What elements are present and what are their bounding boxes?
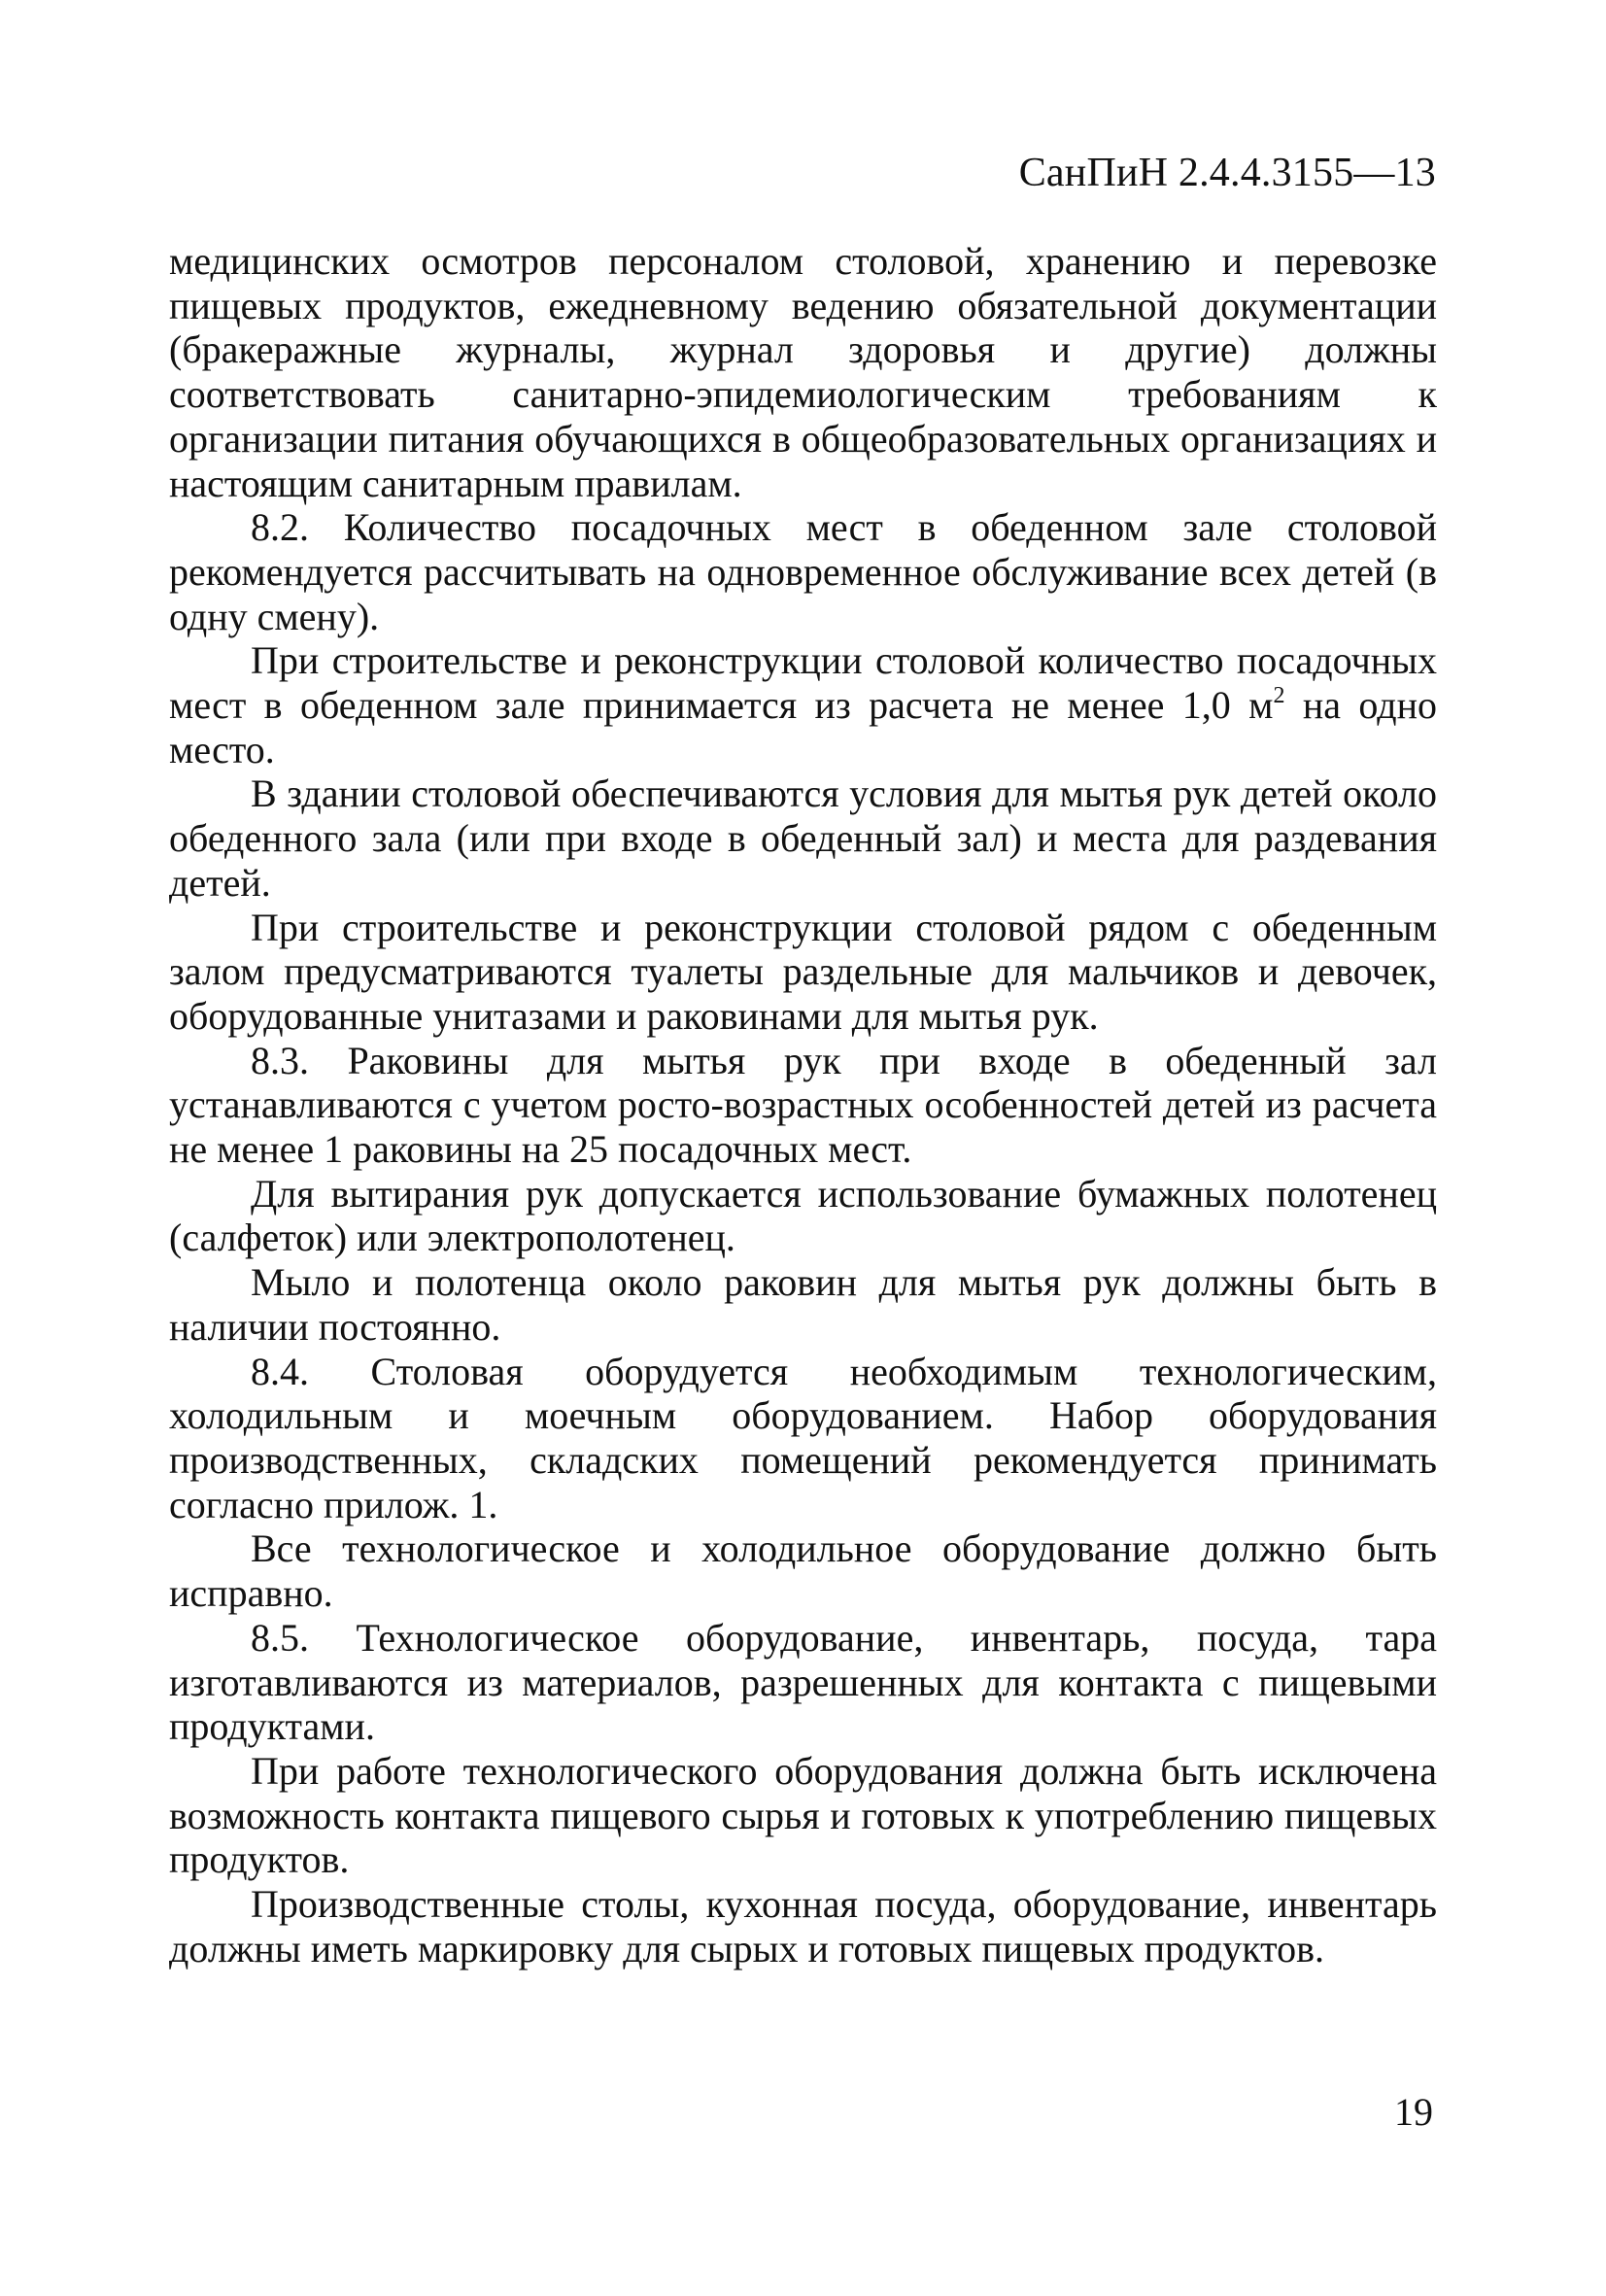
document-code-header: СанПиН 2.4.4.3155—13: [1018, 151, 1436, 195]
paragraph-seating-area: [169, 638, 1437, 771]
paragraph-8-4: 8.4. Столовая оборудуется необходимым технологическим, холодильным и моечным оборудованием. Набор оборудования производственных, складских помещений рекомендуется принимать согласно прилож. 1.: [169, 1349, 1437, 1526]
paragraph-seating-area-tail: на одно место.: [169, 683, 1438, 771]
paragraph-hand-drying: Для вытирания рук допускается использование бумажных полотенец (салфеток) или электрополотенец.: [169, 1171, 1437, 1260]
paragraph-continuation: медицинских осмотров персоналом столовой, хранению и перевозке пищевых продуктов, ежедневному ведению обязательной документации (бракеражные журналы, журнал здоровья и другие) должны соответствовать санитарно-эпидемиологическим требованиям к организации питания обучающихся в общеобразовательных организациях и настоящим санитарным правилам.: [169, 239, 1437, 505]
document-body: [169, 239, 1437, 1970]
paragraph-contact-exclusion: При работе технологического оборудования должна быть исключена возможность контакта пищевого сырья и готовых к употреблению пищевых продуктов.: [169, 1748, 1437, 1882]
paragraph-equipment-serviceable: Все технологическое и холодильное оборудование должно быть исправно.: [169, 1526, 1437, 1616]
page-number: 19: [1394, 2090, 1433, 2134]
paragraph-8-5: 8.5. Технологическое оборудование, инвентарь, посуда, тара изготавливаются из материалов, разрешенных для контакта с пищевыми продуктами.: [169, 1615, 1437, 1749]
square-meter-superscript: 2: [1273, 683, 1285, 709]
paragraph-8-3: 8.3. Раковины для мытья рук при входе в обеденный зал устанавливаются с учетом росто-возрастных особенностей детей из расчета не менее 1 раковины на 25 посадочных мест.: [169, 1038, 1437, 1172]
paragraph-marking: Производственные столы, кухонная посуда, оборудование, инвентарь должны иметь маркировку для сырых и готовых пищевых продуктов.: [169, 1882, 1437, 1970]
paragraph-handwashing-conditions: В здании столовой обеспечиваются условия для мытья рук детей около обеденного зала (или при входе в обеденный зал) и места для раздевания детей.: [169, 771, 1437, 905]
paragraph-toilets: При строительстве и реконструкции столовой рядом с обеденным залом предусматриваются туалеты раздельные для мальчиков и девочек, оборудованные унитазами и раковинами для мытья рук.: [169, 905, 1437, 1038]
paragraph-seating-area-text: При строительстве и реконструкции столовой количество посадочных мест в обеденном зале принимается из расчета не менее 1,0 м: [169, 638, 1437, 728]
paragraph-8-2: 8.2. Количество посадочных мест в обеденном зале столовой рекомендуется рассчитывать на одновременное обслуживание всех детей (в одну смену).: [169, 505, 1437, 638]
paragraph-soap-towels: Мыло и полотенца около раковин для мытья рук должны быть в наличии постоянно.: [169, 1260, 1437, 1349]
